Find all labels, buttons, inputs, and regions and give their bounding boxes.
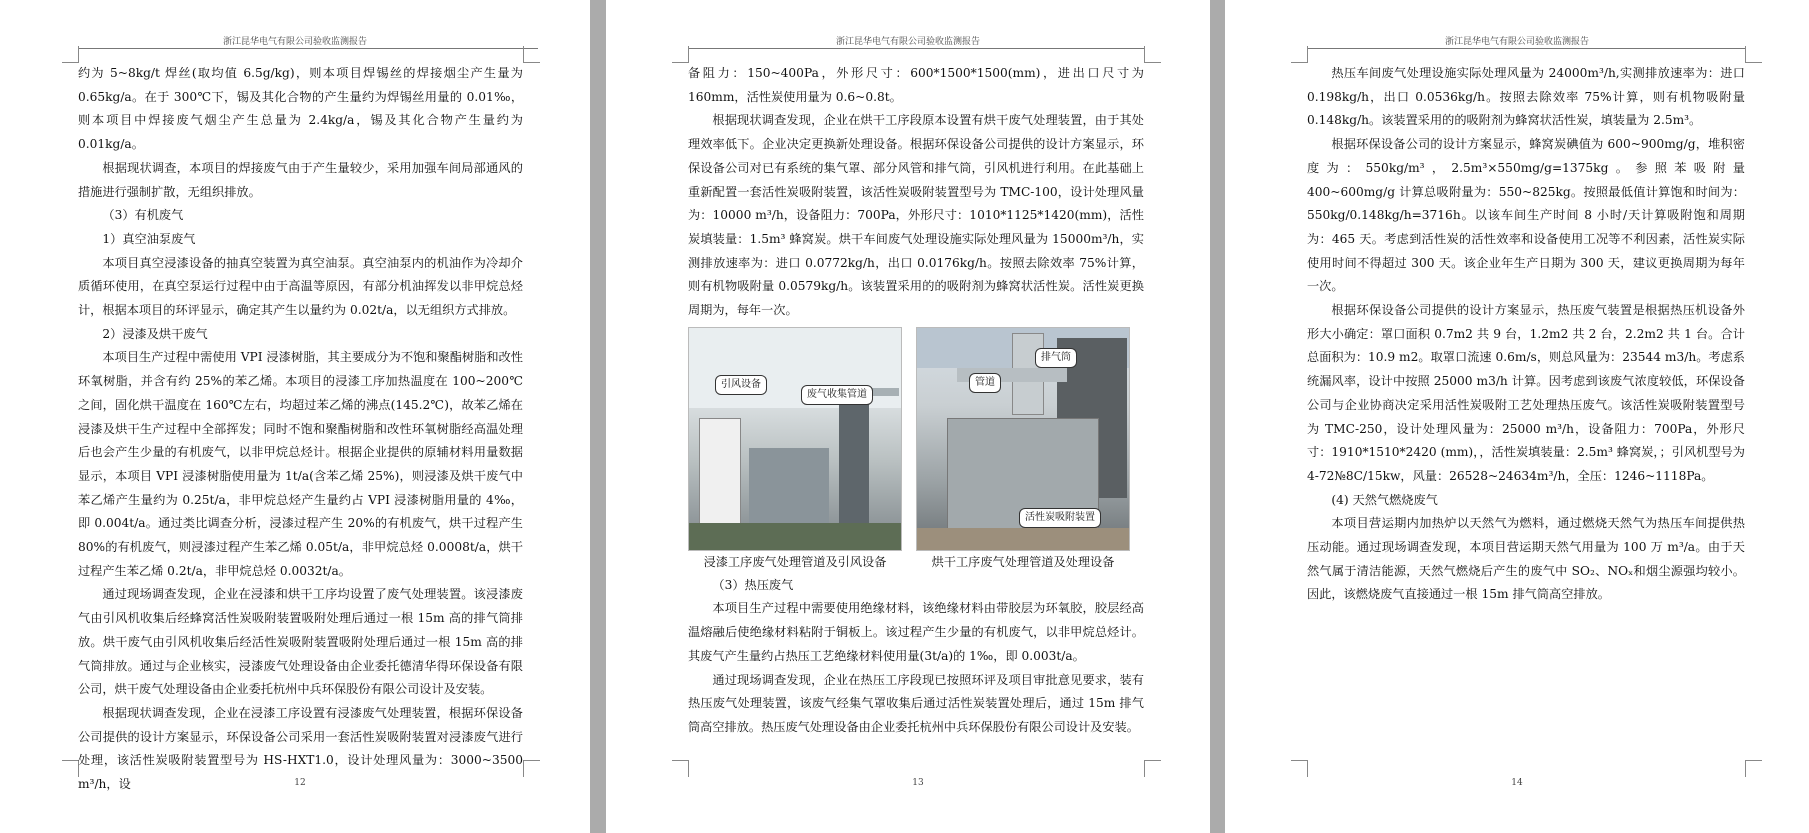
photo-captions xyxy=(688,551,1144,574)
header-rule xyxy=(1307,48,1745,49)
page-body xyxy=(688,62,1144,740)
paragraph: 根据现状调查发现，企业在浸漆工序设置有浸漆废气处理装置，根据环保设备公司提供的设计方案显示，环保设备公司采用一套活性炭吸附装置对浸漆废气进行处理，该活性炭吸附装置型号为 HS-HXT1.0，设计处理风量为：3000~3500 m³/h，设 xyxy=(78,705,523,792)
header-rule xyxy=(688,48,1144,49)
page-body xyxy=(78,62,523,797)
subsection-heading: 1）真空油泵废气 xyxy=(102,231,196,246)
crop-mark xyxy=(1291,46,1308,63)
paragraph: 根据现状调查发现，企业在烘干工序段原本设置有烘干废气处理装置，由于其处理效率低下。企业决定更换新处理设备。根据环保设备公司提供的设计方案显示，环保设备公司对已有系统的集气罩、部分风管和排气筒，引风机进行利用。在此基础上重新配置一套活性炭吸附装置，该活性炭吸附装置型号为 TMC-100，设计处理风量为：10000 m³/h，设备阻力：700Pa，外形尺寸：1010*1125*1420(mm)，活性炭填装量：1.5m³ 蜂窝炭。烘干车间废气处理设施实际处理风量为 15000m³/h，实测排放速率为：进口 0.0772kg/h，出口 0.0176kg/h。按照去除效率 75%计算，则有机物吸附量 0.0579kg/h。该装置采用的的吸附剂为蜂窝状活性炭。活性炭更换周期为，每年一次。 xyxy=(688,113,1144,318)
crop-mark xyxy=(62,46,79,63)
document-page-14 xyxy=(1225,0,1809,833)
paragraph: 备阻力：150~400Pa，外形尺寸：600*1500*1500(mm)，进出口尺寸为 160mm，活性炭使用量为 0.6~0.8t。 xyxy=(688,66,1144,104)
paragraph: 通过现场调查发现，企业在热压工序段现已按照环评及项目审批意见要求，装有热压废气处理装置，该废气经集气罩收集后通过活性炭装置处理后，通过 15m 排气筒高空排放。热压废气处理设备由企业委托杭州中兵环保股份有限公司设计及安装。 xyxy=(688,672,1144,734)
page-body xyxy=(1307,62,1745,607)
paragraph: 根据环保设备公司的设计方案显示，蜂窝炭碘值为 600~900mg/g，堆积密度为：550kg/m³，2.5m³×550mg/g=1375kg。参照苯吸附量 400~600mg/g 计算总吸附量为：550~825kg。按照最低值计算饱和时间为：550kg/0.148kg/h=3716h。以该车间生产时间 8 小时/天计算吸附饱和周期为：465 天。考虑到活性炭的活性效率和设备使用工况等不利因素，活性炭实际使用时间不得超过 300 天。该企业年生产日期为 300 天，建议更换周期为每年一次。 xyxy=(1307,137,1745,294)
section-heading: (4) 天然气燃烧废气 xyxy=(1331,492,1438,507)
crop-mark xyxy=(672,760,689,777)
document-page-12 xyxy=(0,0,590,833)
subsection-heading: 2）浸漆及烘干废气 xyxy=(102,326,208,341)
photo-label: 活性炭吸附装置 xyxy=(1019,508,1101,528)
page-number: 12 xyxy=(294,778,306,788)
section-heading: （3）有机废气 xyxy=(102,208,184,223)
header-rule xyxy=(78,48,538,49)
paragraph: 热压车间废气处理设施实际处理风量为 24000m³/h,实测排放速率为：进口 0.198kg/h，出口 0.0536kg/h。按照去除效率 75%计算，则有机物吸附量 0.148kg/h。该装置采用的的吸附剂为蜂窝状活性炭，填装量为 2.5m³。 xyxy=(1307,66,1745,128)
page-header: 浙江昆华电气有限公司验收监测报告 xyxy=(1444,37,1589,47)
crop-mark xyxy=(1144,46,1161,63)
crop-mark xyxy=(1745,760,1762,777)
crop-mark xyxy=(62,760,79,777)
crop-mark xyxy=(672,46,689,63)
document-page-13 xyxy=(606,0,1210,833)
page-number: 13 xyxy=(912,778,924,788)
paragraph: 根据环保设备公司提供的设计方案显示，热压废气装置是根据热压机设备外形大小确定：罩口面积 0.7m2 共 9 台，1.2m2 共 2 台，2.2m2 共 1 台。合计总面积为：10.9 m2。取罩口流速 0.6m/s，则总风量为：23544 m3/h。考虑系统漏风率，设计中按照 25000 m3/h 计算。因考虑到该废气浓度较低，环保设备公司与企业协商决定采用活性炭吸附工艺处理热压废气。该活性炭吸附装置型号为 TMC-250，设计处理风量为：25000 m³/h，设备阻力：700Pa，外形尺寸：1910*1510*2420 (mm)，，活性炭填装量：2.5m³ 蜂窝炭，；引风机型号为 4-72№8C/15kw，风量：26528~24634m³/h，全压：1246~1118Pa。 xyxy=(1307,303,1745,483)
photo-label: 引风设备 xyxy=(715,375,767,395)
crop-mark xyxy=(1144,760,1161,777)
paragraph: 本项目生产过程中需使用 VPI 浸漆树脂，其主要成分为不饱和聚酯树脂和改性环氧树脂，并含有约 25%的苯乙烯。本项目的浸漆工序加热温度在 100~200℃之间，固化烘干温度在 160℃左右，均超过苯乙烯的沸点(145.2℃)，故苯乙烯在浸漆及烘干生产过程中全部挥发；同时不饱和聚酯树脂和改性环氧树脂经高温处理后也会产生少量的有机废气，以非甲烷总烃计。根据企业提供的原辅材料用量数据显示，本项目 VPI 浸漆树脂使用量为 1t/a(含苯乙烯 25%)，则浸漆及烘干废气中苯乙烯产生量约为 0.25t/a，非甲烷总烃产生量约占 VPI 浸漆树脂用量的 4‰，即 0.004t/a。通过类比调查分析，浸漆过程产生 20%的有机废气，烘干过程产生 80%的有机废气，则浸漆过程产生苯乙烯 0.05t/a，非甲烷总烃 0.0008t/a，烘干过程产生苯乙烯 0.2t/a，非甲烷总烃 0.0032t/a。 xyxy=(78,350,523,578)
photo-dip-painting-exhaust xyxy=(688,327,902,551)
paragraph: 根据现状调查，本项目的焊接废气由于产生量较少，采用加强车间局部通风的措施进行强制扩散，无组织排放。 xyxy=(78,160,523,199)
page-header: 浙江昆华电气有限公司验收监测报告 xyxy=(222,37,367,47)
paragraph: 通过现场调查发现，企业在浸漆和烘干工序均设置了废气处理装置。该浸漆废气由引风机收集后经蜂窝活性炭吸附装置吸附处理后通过一根 15m 高的排气筒排放。烘干废气由引风机收集后经活性炭吸附装置吸附处理后通过一根 15m 高的排气筒排放。通过与企业核实，浸漆废气处理设备由企业委托德清华得环保设备有限公司，烘干废气处理设备由企业委托杭州中兵环保股份有限公司设计及安装。 xyxy=(78,587,523,697)
crop-mark xyxy=(523,760,540,777)
paragraph: 本项目真空浸漆设备的抽真空装置为真空油泵。真空油泵内的机油作为冷却介质循环使用，在真空泵运行过程中由于高温等原因，有部分机油挥发以非甲烷总烃计，根据本项目的环评显示，确定其产生以量约为 0.02t/a，以无组织方式排放。 xyxy=(78,255,523,318)
photo-label: 废气收集管道 xyxy=(801,385,873,405)
photo-drying-exhaust xyxy=(916,327,1130,551)
page-number: 14 xyxy=(1511,778,1523,788)
paragraph: 本项目营运期内加热炉以天然气为燃料，通过燃烧天然气为热压车间提供热压动能。通过现场调查发现，本项目营运期天然气用量为 100 万 m³/a。由于天然气属于清洁能源，天然气燃烧后产生的废气中 SO₂、NOₓ和烟尘源强均较小。因此，该燃烧废气直接通过一根 15m 排气筒高空排放。 xyxy=(1307,516,1745,602)
section-heading: （3）热压废气 xyxy=(712,577,794,592)
crop-mark xyxy=(1745,46,1762,63)
crop-mark xyxy=(523,46,540,63)
paragraph: 本项目生产过程中需要使用绝缘材料，该绝缘材料由带胶层为环氧胶，胶层经高温熔融后使绝缘材料粘附于铜板上。该过程产生少量的有机废气，以非甲烷总烃计。其废气产生量约占热压工艺绝缘材料使用量(3t/a)的 1‰，即 0.003t/a。 xyxy=(688,601,1144,663)
crop-mark xyxy=(1291,760,1308,777)
photo-caption: 烘干工序废气处理管道及处理设备 xyxy=(931,554,1115,569)
photo-caption: 浸漆工序废气处理管道及引风设备 xyxy=(703,554,887,569)
page-header: 浙江昆华电气有限公司验收监测报告 xyxy=(835,37,980,47)
photo-label: 排气筒 xyxy=(1035,348,1077,368)
photo-row xyxy=(688,327,1144,551)
photo-label: 管道 xyxy=(969,373,1001,393)
paragraph: 约为 5~8kg/t 焊丝(取均值 6.5g/kg)，则本项目焊锡丝的焊接烟尘产生量为 0.65kg/a。在于 300℃下，锡及其化合物的产生量约为焊锡丝用量的 0.01‰，则本项目中焊接废气烟尘产生总量为 2.4kg/a，锡及其化合物产生量约为 0.01kg/a。 xyxy=(78,66,523,152)
